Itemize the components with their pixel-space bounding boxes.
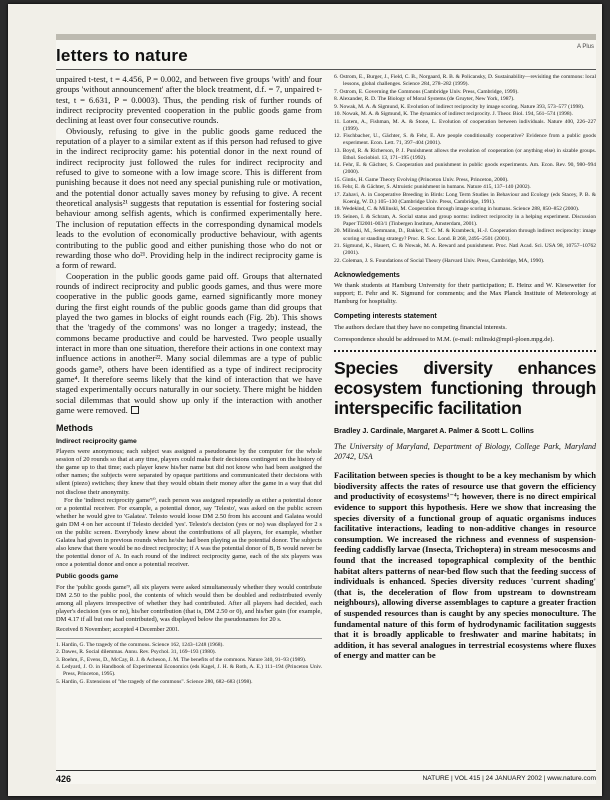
acknowledgements-text: We thank students at Hamburg University for their participation; E. Heinz and W. Kiesewetter for support; E. Fehr and K. Sigmund for comments; and the Max Planck Institute of Meteorology at Hamburg for hospitality. [334,282,596,306]
reference: 12. Fischbacher, U., Gächter, S. & Fehr, E. Are people conditionally cooperative? Evidence from a public goods experiment. Econ. Lett. 71, 397–404 (2001). [334,133,596,147]
paragraph-text: Cooperation in the public goods game paid off. Groups that alternated rounds of indirect reciprocity and public goods games, and thus were more cooperative in the public goods game, earned significantly more money during the first eight rounds of the public goods game than did groups that played the two games in blocks of eight rounds each (Fig. 2b). This shows that the 'tragedy of the commons' was no longer a tragedy; instead, the commons became productive and could be harvested. Two people usually interact in more than one situation, therefore their actions in one context may influence actions in another²². Many social dilemmas are a type of public goods game⁹, others have been identified as a type of indirect reciprocity game⁴. It therefore seems likely that the kind of interaction that we have staged experimentally occurs naturally in our society. There might be hidden social dilemmas that would show up only if the interaction with another game were removed. [56,270,322,415]
reference: 1. Hardin, G. The tragedy of the commons. Science 162, 1243–1248 (1968). [56,641,224,648]
reference: 6. Ostrom, E., Burger, J., Field, C. B., Norgaard, R. B. & Policansky, D. Sustainability—revisiting the commons: local lessons, global challenges. Science 284, 278–282 (1999). [334,74,596,88]
methods-subheading: Public goods game [56,573,119,581]
scanned-sheet [8,4,602,796]
reference: 7. Ostrom, E. Governing the Commons (Cambridge Univ. Press, Cambridge, 1999). [334,88,519,95]
paragraph: Players were anonymous; each subject was assigned a pseudoname by the computer for the whole session of 20 rounds so that at any time, players could make their decisions contingent on the history of the game up to that time; each player knew his/her name but did not know who had been assigned the other names; the subjects were separated by opaque partitions and communicated their decisions with silent (piezo) switches; they knew that they would obtain their money after the game in a way that did not disclose their anonymity. [56,448,322,496]
journal-page [56,34,596,784]
end-of-text-mark [131,406,139,414]
paragraph: For the 'indirect reciprocity game'¹⁰, each person was assigned repeatedly as either a potential donor or a potential receiver. For example, a potential donor, say 'Telesto', was asked on the public screen whether he would give to 'Galatea'. Telesto would loose DM 2.50 from his account and Galatea would gain DM 4 on her account if Telesto decided 'yes'. Telesto's decision (yes or no) was displayed for 2 s on the public screen. Everybody knew about the contributions of all players, for example, whether Galatea had given in previous rounds when he/she had been playing as the potential donor. The subjects also knew that there would be no direct reciprocity; if A was the potential donor of B, B would never be the potential donor of A. In each round of the indirect reciprocity game, each of the six players was once a potential donor and once a potential receiver. [56,496,322,569]
reference: 22. Coleman, J. S. Foundations of Social Theory (Harvard Univ. Press, Cambridge, MA, 1990). [334,257,545,264]
competing-interests-text: The authors declare that they have no competing financial interests. [334,323,507,331]
right-column [334,74,596,661]
reference: 20. Milinski, M., Semmann, D., Bakker, T. C. M. & Krambeck, H.-J. Cooperation through indirect reciprocity: image scoring or standing strategy? Proc. R. Soc. Lond. B 268, 2495–2501 (2001). [334,228,596,242]
reference: 15. Gintis, H. Game Theory Evolving (Princeton Univ. Press, Princeton, 2000). [334,176,509,183]
corner-note: A Plus [576,44,594,50]
methods-subheading: Indirect reciprocity game [56,437,137,445]
paragraph: unpaired t-test, t = 4.456, P = 0.002, and between five groups 'with' and four groups 'without announcement' after the block treatment, d.f. = 7, unpaired t-test, t = 6.631, P = 0.0003). Thus, the pending risk of further rounds of indirect reciprocity prevented cooperation in the public goods game from declining at least over four consecutive rounds. [56,74,322,126]
page-footer [56,770,596,785]
methods-heading: Methods [56,423,93,434]
reference: 9. Nowak, M. A. & Sigmund, K. Evolution of indirect reciprocity by image scoring. Nature 393, 573–577 (1998). [334,103,585,110]
reference: 3. Boehm, F., Evens, D., McCay, B. J. & Acheson, J. M. The benefits of the commons. Nature 340, 91–93 (1989). [56,656,307,663]
page-number: 426 [56,774,72,784]
author-affiliation: The University of Maryland, Department of Biology, College Park, Maryland 20742, USA [334,442,596,462]
article-abstract: Facilitation between species is thought to be a key mechanism by which biodiversity affects the rates of resource use that govern the efficiency and productivity of ecosystems¹⁻⁴; however, there is no direct empirical evidence to support this hypothesis. Here we show that increasing the species diversity of a functional group of aquatic organisms induces facilitative interactions, leading to non-additive changes in resource consumption. We increased the richness and evenness of suspension-feeding caddisfly larvae (Insecta, Trichoptera) in stream mesocosms and found that the increased topographical complexity of the benthic habitat alters patterns of near-bed flow such that the feeding success of individuals is enhanced. Species diversity reduces 'current shading' (that is, the deceleration of flow from upstream to downstream neighbours), allowing diverse assemblages to capture a greater fraction of suspended resources than is caught by any species monoculture. The fundamental nature of this form of hydrodynamic facilitation suggests that it is broadly applicable to freshwater and marine habitats; in addition, it has several analogues in terrestrial ecosystems where fluxes of energy and matter can be [334,470,596,661]
reference: 10. Nowak, M. A. & Sigmund, K. The dynamics of indirect reciprocity. J. Theor. Biol. 194, 561–574 (1998). [334,111,573,118]
reference: 13. Boyd, R. & Richerson, P. J. Punishment allows the evolution of cooperation (or anything else) in sizable groups. Ethol. Sociobiol. 13, 171–195 (1992). [334,147,596,161]
journal-citation: NATURE | VOL 415 | 24 JANUARY 2002 | www.nature.com [422,775,596,782]
main-text [56,74,322,415]
reference: 4. Ledyard, J. O. in Handbook of Experimental Economics (eds Kagel, J. H. & Roth, A. E.) 111–194 (Princeton Univ. Press, Princeton, 1995). [56,664,322,678]
reference-rule [56,638,322,639]
reference: 16. Fehr, E. & Gächter, S. Altruistic punishment in humans. Nature 415, 137–140 (2002). [334,184,531,191]
reference-list [56,642,322,686]
reference-list [334,74,596,265]
reference: 5. Hardin, G. Extensions of "the tragedy of the commons". Science 280, 682–683 (1998). [56,678,253,685]
methods-text [56,584,322,624]
reference: 21. Sigmund, K., Hauert, C. & Nowak, M. A. Reward and punishment. Proc. Natl Acad. Sci. USA 98, 10757–10762 (2001). [334,243,596,257]
paragraph [56,271,322,416]
paragraph: For the 'public goods game'⁹, all six players were asked simultaneously whether they would contribute DM 2.50 to the public pool, the contents of which would then be doubled and redistributed evenly among all players irrespective of whether they had contributed. After all players had decided, each player's decision (yes or no), his/her contribution (that is, DM 2.50 or 0), and his/her gain (for example, DM 4.17 if all but one had contributed), was displayed below the pseudonames for 20 s. [56,583,322,624]
reference: 17. Zahavi, A. in Cooperative Breeding in Birds: Long Term Studies in Behaviour and Ecology (eds Stacey, P. B. & Koenig, W. D.) 105–130 (Cambridge Univ. Press, Cambridge, 1991). [334,191,596,205]
competing-interests-heading: Competing interests statement [334,313,437,321]
article-title: Species diversity enhances ecosystem functioning through interspecific facilitation [334,357,596,418]
header-rule [56,69,596,70]
reference: 2. Dawes, R. Social dilemmas. Annu. Rev. Psychol. 31, 169–193 (1980). [56,649,216,656]
received-dates: Received 8 November; accepted 4 December 2001. [56,627,180,634]
article-authors: Bradley J. Cardinale, Margaret A. Palmer & Scott L. Collins [334,425,534,435]
reference: 18. Wedekind, C. & Milinski, M. Cooperation through image scoring in humans. Science 288, 850–852 (2000). [334,206,580,213]
acknowledgements-heading: Acknowledgements [334,271,400,279]
methods-text [56,448,322,569]
left-column [56,74,322,686]
reference: 19. Seinen, I. & Schram, A. Social status and group norms: indirect reciprocity in a helping experiment. Discussion Paper TI2001-003/1 (Tinbergen Institute, Amsterdam, 2001). [334,213,596,227]
reference: 11. Lotem, A., Fishman, M. A. & Stone, L. Evolution of cooperation between individuals. Nature 400, 226–227 (1999). [334,118,596,132]
dotted-separator [334,350,596,352]
top-band [56,34,596,40]
correspondence-text: Correspondence should be addressed to M.M. (e-mail: milinski@mpil-ploen.mpg.de). [334,335,554,343]
paragraph: Obviously, refusing to give in the public goods game reduced the reputation of a player to a similar extent as if this person had refused to give in the indirect reciprocity game: his potential donor in the next round of indirect reciprocity just followed the rules for indirect reciprocity and refused to give to someone with a low image score. This is different from punishing because it does not need any special punishing rule or motivation, and the potential donor actually saves money by refusing to give. A recent theoretical analysis²¹ suggests that reputation is essential for fostering social behaviour among selfish agents, which is confirmed experimentally here. The inclusion of reputation effects in the corresponding dynamical models leads to the evolution of economically productive behaviour, with agents contributing to the public good and either punishing those who do not or rewarding those who do²¹. Providing help in the indirect reciprocity game is a form of reward. [56,125,322,271]
reference: 8. Alexander, R. D. The Biology of Moral Systems (de Gruyter, New York, 1987). [334,96,515,103]
journal-section-title: letters to nature [56,46,188,65]
reference: 14. Fehr, E. & Gächter, S. Cooperation and punishment in public goods experiments. Am. Econ. Rev. 90, 980–994 (2000). [334,162,596,176]
